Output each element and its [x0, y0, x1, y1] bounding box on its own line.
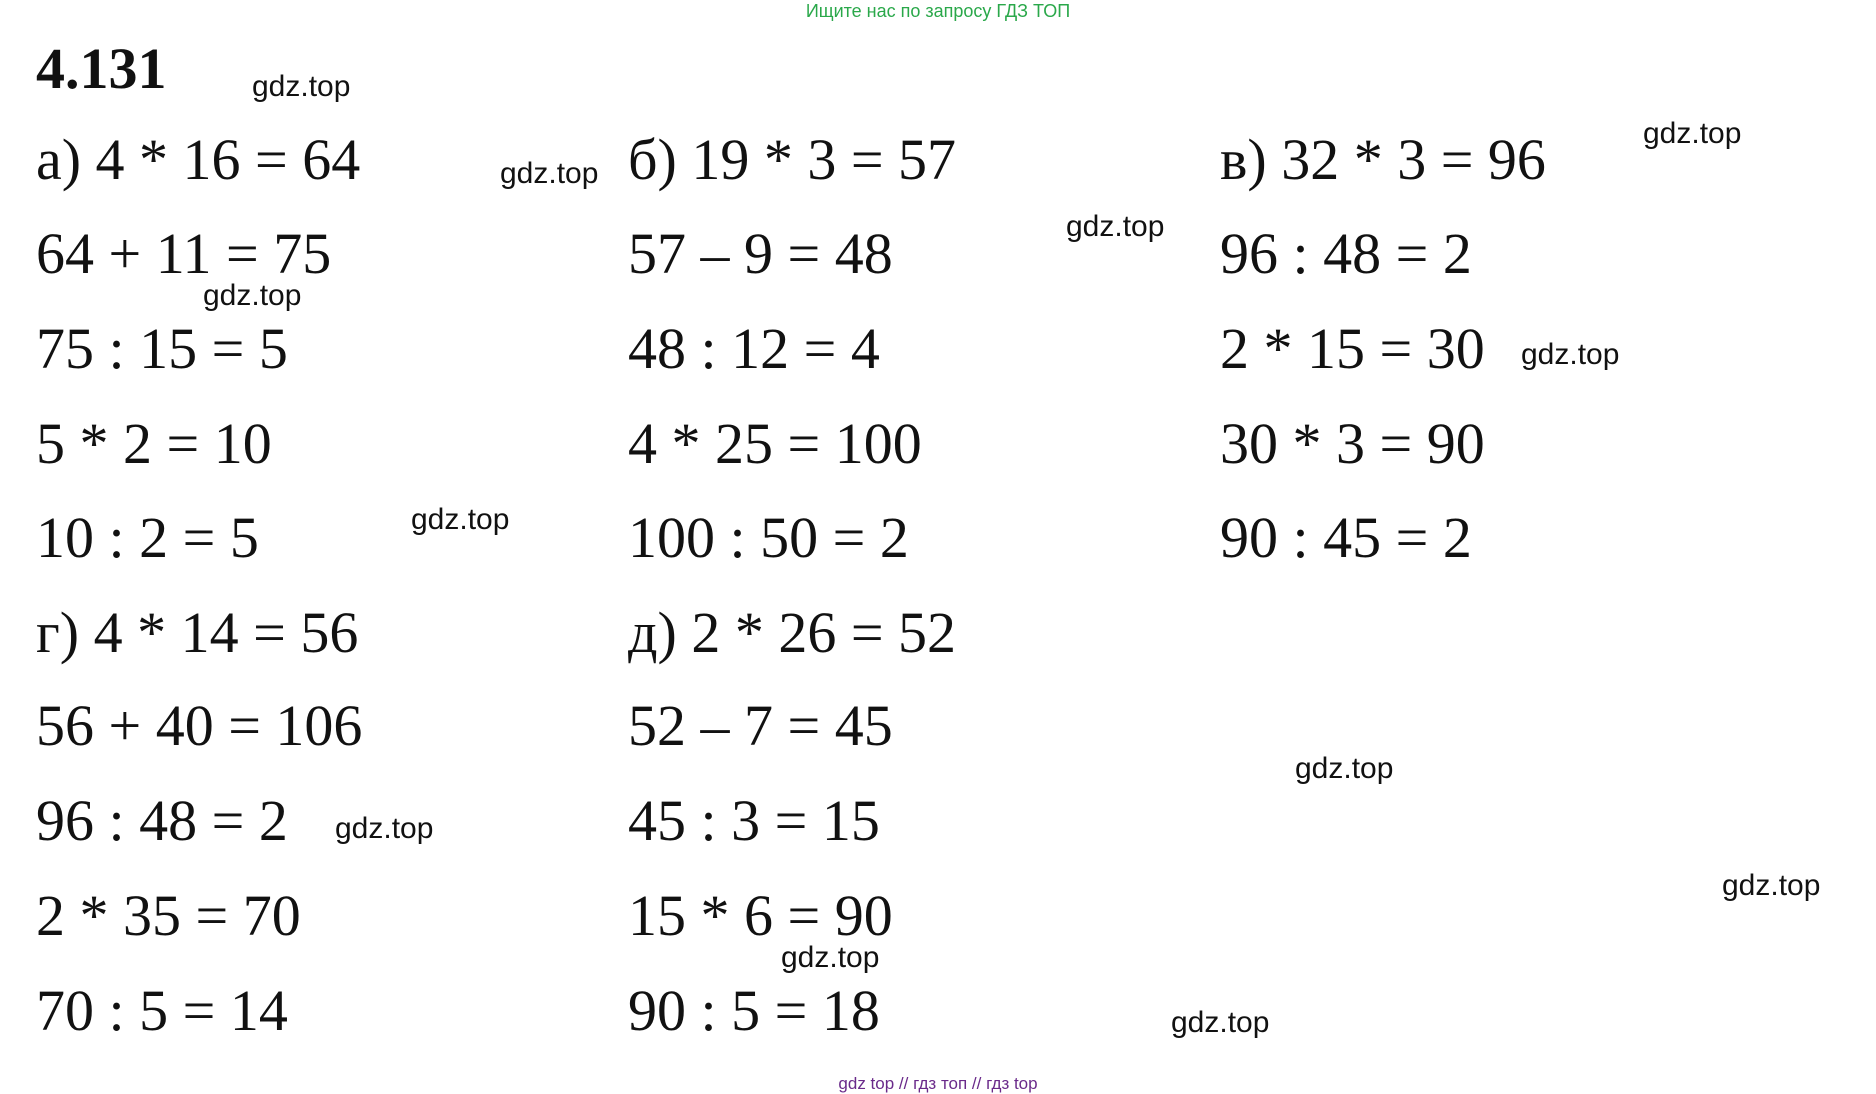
watermark: gdz.top: [1295, 752, 1394, 785]
watermark: gdz.top: [335, 812, 434, 845]
watermark: gdz.top: [1171, 1006, 1270, 1039]
part-b-line-5: 100 : 50 = 2: [628, 505, 909, 570]
part-a-line-2: 64 + 11 = 75: [36, 221, 332, 286]
part-b-line-4: 4 * 25 = 100: [628, 411, 922, 476]
search-banner: Ищите нас по запросу ГДЗ ТОП: [805, 1, 1071, 21]
part-a-line-4: 5 * 2 = 10: [36, 411, 272, 476]
part-v-line-5: 90 : 45 = 2: [1220, 505, 1472, 570]
watermark: gdz.top: [252, 70, 351, 103]
part-g-line-3: 96 : 48 = 2: [36, 788, 288, 853]
part-d-line-4: 15 * 6 = 90: [628, 883, 893, 948]
watermark: gdz.top: [203, 279, 302, 312]
watermark: gdz.top: [500, 157, 599, 190]
part-a-line-5: 10 : 2 = 5: [36, 505, 259, 570]
part-d-line-2: 52 – 7 = 45: [628, 693, 893, 758]
part-d-line-3: 45 : 3 = 15: [628, 788, 880, 853]
part-g-line-5: 70 : 5 = 14: [36, 978, 288, 1043]
footer-links: gdz top // гдз топ // гдз top: [838, 1074, 1038, 1093]
watermark: gdz.top: [781, 941, 880, 974]
watermark: gdz.top: [1066, 210, 1165, 243]
part-a-line-3: 75 : 15 = 5: [36, 316, 288, 381]
part-g-line-4: 2 * 35 = 70: [36, 883, 301, 948]
part-v-line-1: в) 32 * 3 = 96: [1220, 127, 1546, 192]
part-v-line-4: 30 * 3 = 90: [1220, 411, 1485, 476]
watermark: gdz.top: [1521, 338, 1620, 371]
part-g-line-1: г) 4 * 14 = 56: [36, 600, 359, 665]
part-d-line-5: 90 : 5 = 18: [628, 978, 880, 1043]
watermark: gdz.top: [411, 503, 510, 536]
part-v-line-2: 96 : 48 = 2: [1220, 221, 1472, 286]
watermark: gdz.top: [1722, 869, 1821, 902]
part-b-line-3: 48 : 12 = 4: [628, 316, 880, 381]
part-g-line-2: 56 + 40 = 106: [36, 693, 363, 758]
part-v-line-3: 2 * 15 = 30: [1220, 316, 1485, 381]
part-a-line-1: а) 4 * 16 = 64: [36, 127, 361, 192]
watermark: gdz.top: [1643, 117, 1742, 150]
problem-number: 4.131: [36, 36, 167, 101]
part-b-line-1: б) 19 * 3 = 57: [628, 127, 957, 192]
part-d-line-1: д) 2 * 26 = 52: [628, 600, 957, 665]
part-b-line-2: 57 – 9 = 48: [628, 221, 893, 286]
